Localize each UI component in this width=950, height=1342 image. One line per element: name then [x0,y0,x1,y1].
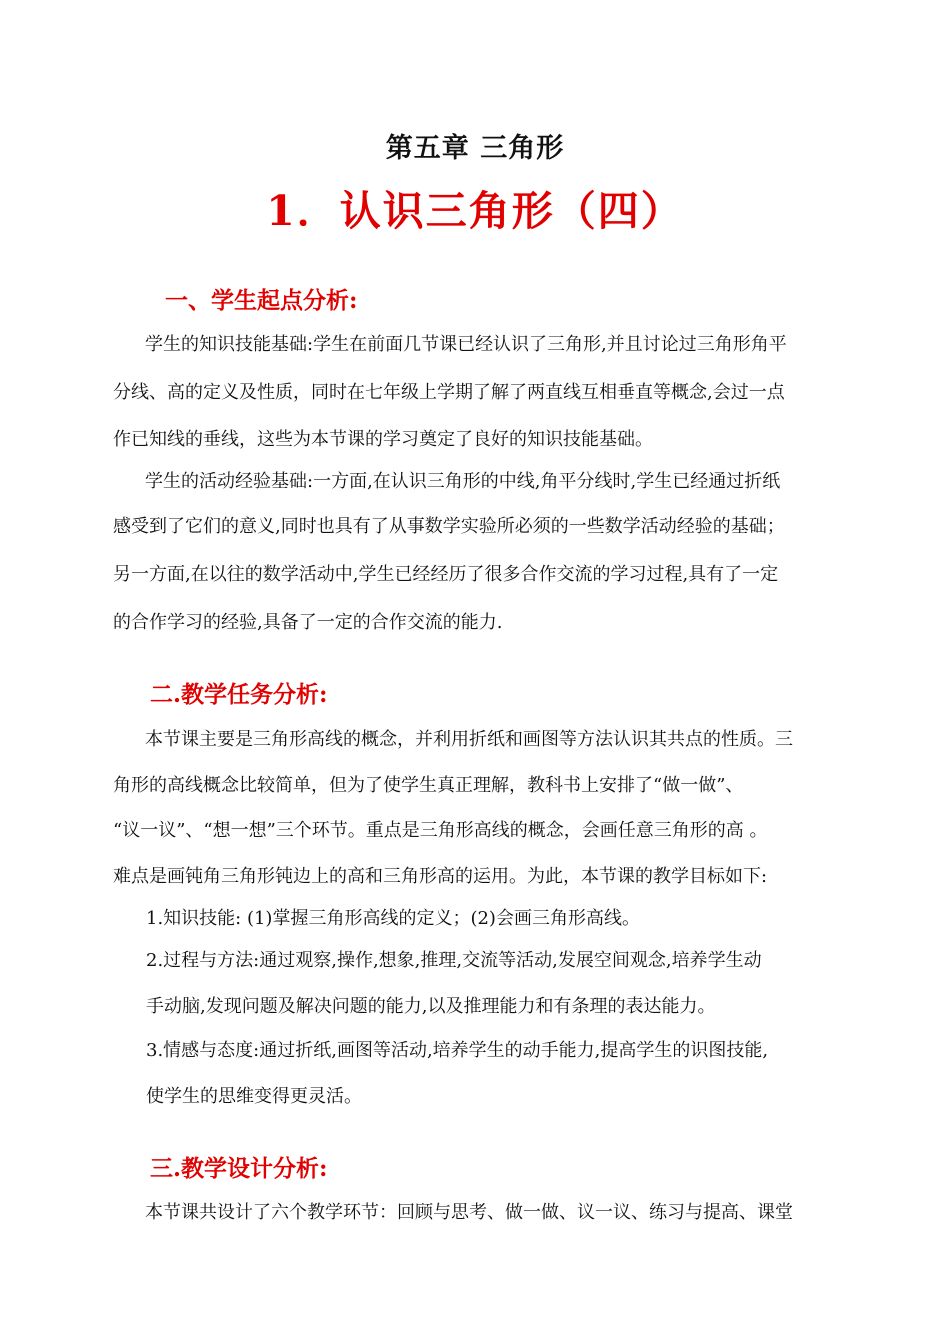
paragraph-line: 学生的知识技能基础:学生在前面几节课已经认识了三角形,并且讨论过三角形角平 [145,334,787,355]
paragraph-line: 的合作学习的经验,具备了一定的合作交流的能力. [113,612,503,633]
paragraph-line: “议一议”、“想一想”三个环节。重点是三角形高线的概念，会画任意三角形的高 。 [113,820,768,841]
paragraph-line: 作已知线的垂线，这些为本节课的学习奠定了良好的知识技能基础。 [113,429,653,450]
paragraph-line: 学生的活动经验基础:一方面,在认识三角形的中线,角平分线时,学生已经通过折纸 [145,471,781,492]
paragraph-line: 另一方面,在以往的数学活动中,学生已经经历了很多合作交流的学习过程,具有了一定 [113,564,779,585]
list-item: 2.过程与方法:通过观察,操作,想象,推理,交流等活动,发展空间观念,培养学生动 [146,950,762,971]
lesson-title: 1．认识三角形（四） [266,187,684,235]
section-heading-3: 三.教学设计分析: [150,1155,328,1182]
paragraph-line: 角形的高线概念比较简单，但为了使学生真正理解，教科书上安排了“做一做”、 [113,775,744,796]
paragraph-line: 本节课主要是三角形高线的概念，并利用折纸和画图等方法认识其共点的性质。三 [145,729,793,750]
section-heading-2: 二.教学任务分析: [150,681,328,708]
chapter-title: 第五章 三角形 [385,133,565,164]
paragraph-line: 难点是画钝角三角形钝边上的高和三角形高的运用。为此，本节课的教学目标如下: [113,866,768,887]
list-item: 3.情感与态度:通过折纸,画图等活动,培养学生的动手能力,提高学生的识图技能, [146,1040,769,1061]
paragraph-line: 分线、高的定义及性质，同时在七年级上学期了解了两直线互相垂直等概念,会过一点 [113,382,785,403]
paragraph-line: 感受到了它们的意义,同时也具有了从事数学实验所必须的一些数学活动经验的基础； [113,516,785,537]
list-item: 1.知识技能: (1)掌握三角形高线的定义；(2)会画三角形高线。 [146,908,640,929]
list-item-continuation: 使学生的思维变得更灵活。 [146,1086,362,1107]
section-heading-1: 一、学生起点分析: [165,287,358,314]
paragraph-line: 本节课共设计了六个教学环节：回顾与思考、做一做、议一议、练习与提高、课堂 [145,1202,793,1223]
list-item-continuation: 手动脑,发现问题及解决问题的能力,以及推理能力和有条理的表达能力。 [146,996,716,1017]
